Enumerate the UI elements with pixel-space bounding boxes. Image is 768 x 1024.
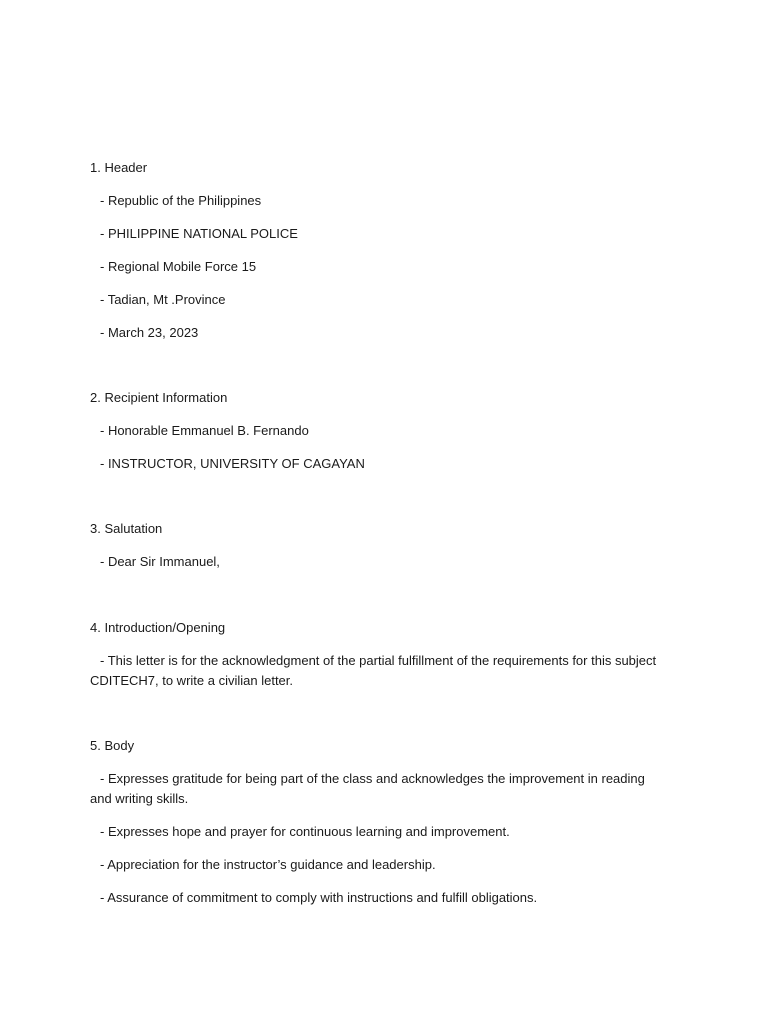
- list-item: - Honorable Emmanuel B. Fernando: [100, 423, 309, 438]
- document-page: [90, 158, 670, 908]
- list-item: - March 23, 2023: [100, 325, 199, 340]
- list-item: - Expresses gratitude for being part of the class and acknowledges the improvement in reading and writing skills.: [90, 771, 645, 806]
- list-item: - Assurance of commitment to comply with instructions and fulfill obligations.: [100, 890, 538, 905]
- list-item: - PHILIPPINE NATIONAL POLICE: [100, 226, 298, 241]
- section-heading: 5. Body: [90, 738, 135, 753]
- section-heading: 2. Recipient Information: [90, 390, 228, 405]
- list-item: - Expresses hope and prayer for continuous learning and improvement.: [100, 824, 510, 839]
- list-item: - Dear Sir Immanuel,: [100, 554, 220, 569]
- section-heading: 4. Introduction/Opening: [90, 620, 226, 635]
- list-item: - Tadian, Mt .Province: [100, 292, 226, 307]
- section-heading: 1. Header: [90, 160, 148, 175]
- section-body: [90, 736, 670, 908]
- list-item: - INSTRUCTOR, UNIVERSITY OF CAGAYAN: [100, 456, 365, 471]
- section-header: [90, 158, 670, 343]
- section-salutation: [90, 519, 670, 572]
- list-item: - This letter is for the acknowledgment of the partial fulfillment of the requirements for this subject CDITECH7, to write a civilian letter.: [90, 653, 657, 688]
- section-recipient-information: [90, 388, 670, 474]
- list-item: - Appreciation for the instructor’s guidance and leadership.: [100, 857, 436, 872]
- section-heading: 3. Salutation: [90, 521, 163, 536]
- list-item: - Republic of the Philippines: [100, 193, 262, 208]
- list-item: - Regional Mobile Force 15: [100, 259, 257, 274]
- section-introduction: [90, 618, 670, 691]
